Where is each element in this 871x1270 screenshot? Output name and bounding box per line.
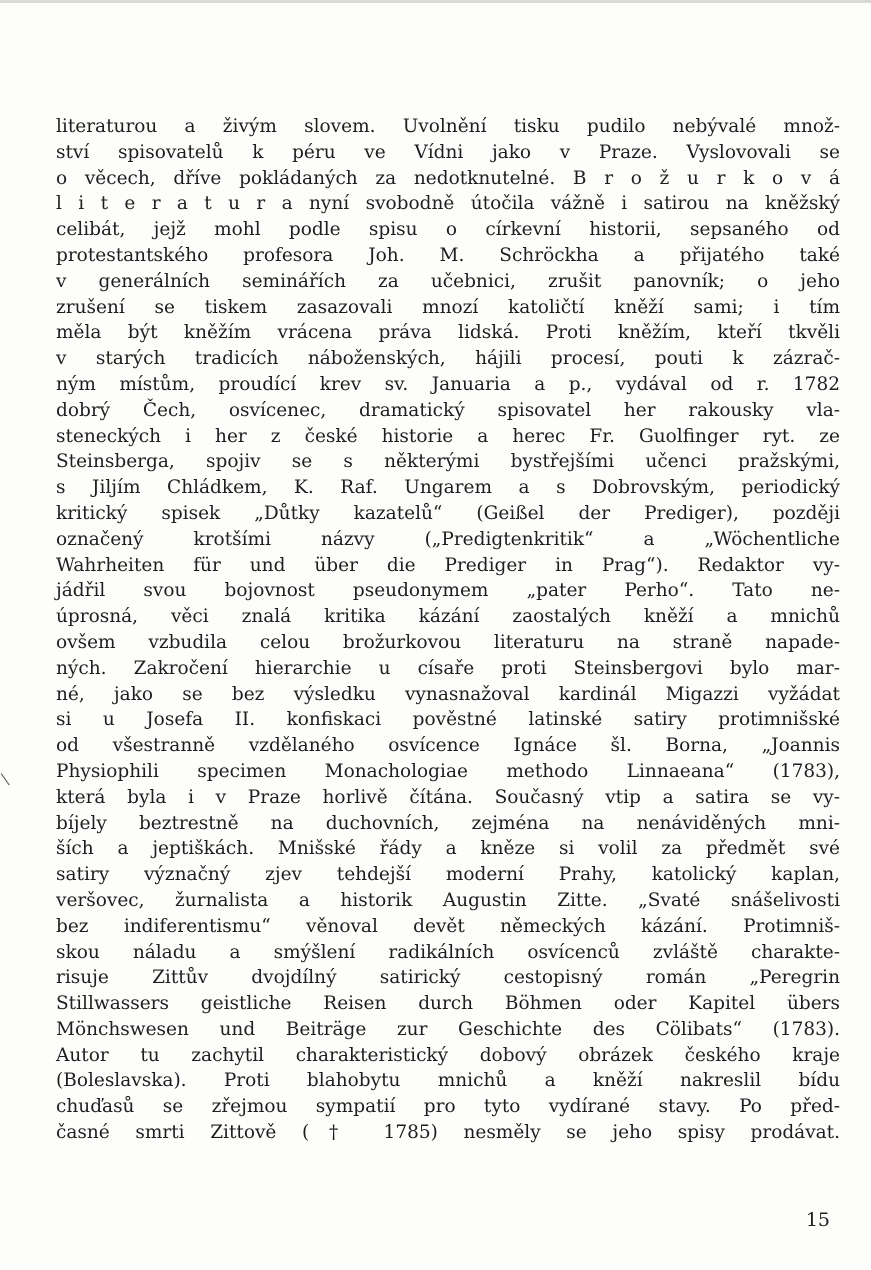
text-line: Steinsberga, spojiv se s některými bystřejšími učenci pražskými, (56, 451, 840, 473)
text-line: ství spisovatelů k péru ve Vídni jako v Praze. Vyslovovali se (56, 141, 840, 163)
body-text (56, 114, 840, 1146)
text-line: literaturou a živým slovem. Uvolnění tisku pudilo nebývalé množ- (56, 116, 840, 137)
text-line: od všestranně vzdělaného osvícence Ignáce šl. Borna, „Joannis (56, 735, 840, 757)
text-line: veršovec, žurnalista a historik Augustin Zitte. „Svaté snášelivosti (56, 889, 840, 911)
text-line: Autor tu zachytil charakteristický dobový obrázek českého kraje (56, 1044, 840, 1066)
text-line: steneckých i her z české historie a herec Fr. Guolfinger ryt. ze (56, 425, 840, 447)
text-line: označený krotšími názvy („Predigtenkritik“ a „Wöchentliche (56, 528, 840, 550)
text-line: zrušení se tiskem zasazovali mnozí katoličtí kněží sami; i tím (56, 296, 840, 318)
text-line: jádřil svou bojovnost pseudonymem „pater Perho“. Tato ne- (56, 580, 840, 602)
text-line: ovšem vzbudila celou brožurkovou literaturu na straně napade- (56, 631, 840, 653)
text-line: l i t e r a t u r a nyní svobodně útočila vážně i satirou na kněžský (56, 193, 840, 215)
text-line: Stillwassers geistliche Reisen durch Böhmen oder Kapitel übers (56, 993, 840, 1015)
text-line: časné smrti Zittově († 1785) nesměly se jeho spisy prodávat. (56, 1122, 840, 1144)
page-number: 15 (805, 1209, 830, 1231)
text-line: ným místům, proudící krev sv. Januaria a p., vydával od r. 1782 (56, 373, 840, 395)
text-line: Physiophili specimen Monachologiae methodo Linnaeana“ (1783), (56, 760, 840, 782)
text-line: Wahrheiten für und über die Prediger in Prag“). Redaktor vy- (56, 554, 840, 576)
text-line: chuďasů se zřejmou sympatií pro tyto vydírané stavy. Po před- (56, 1096, 840, 1118)
text-line: úprosná, věci znalá kritika kázání zaostalých kněží a mnichů (56, 606, 840, 628)
text-line: ších a jeptiškách. Mnišské řády a kněze si volil za předmět své (56, 838, 840, 860)
text-line: o věcech, dříve pokládaných za nedotknutelné. B r o ž u r k o v á (56, 167, 840, 189)
text-line: né, jako se bez výsledku vynasnažoval kardinál Migazzi vyžádat (56, 683, 840, 705)
text-line: ných. Zakročení hierarchie u císaře proti Steinsbergovi bylo mar- (56, 657, 840, 679)
text-line: risuje Zittův dvojdílný satirický cestopisný román „Peregrin (56, 967, 840, 989)
text-line: v generálních seminářích za učebnici, zrušit panovník; o jeho (56, 270, 840, 292)
text-line: celibát, jejž mohl podle spisu o církevní historii, sepsaného od (56, 219, 840, 241)
text-line: kritický spisek „Důtky kazatelů“ (Geißel der Prediger), později (56, 502, 840, 524)
text-line: měla být kněžím vrácena práva lidská. Proti kněžím, kteří tkvěli (56, 322, 840, 344)
text-line: dobrý Čech, osvícenec, dramatický spisovatel her rakousky vla- (56, 399, 840, 421)
text-line: která byla i v Praze horlivě čítána. Současný vtip a satira se vy- (56, 786, 840, 808)
text-line: bíjely beztrestně na duchovních, zejména na nenáviděných mni- (56, 812, 840, 834)
text-line: (Boleslavska). Proti blahobytu mnichů a kněží nakreslil bídu (56, 1070, 840, 1092)
text-line: protestantského profesora Joh. M. Schröckha a přijatého také (56, 244, 840, 266)
text-line: bez indiferentismu“ věnoval devět německých kázání. Protimniš- (56, 915, 840, 937)
text-line: Mönchswesen und Beiträge zur Geschichte des Cölibats“ (1783). (56, 1018, 840, 1040)
margin-mark (1, 769, 16, 786)
text-line: satiry význačný zjev tehdejší moderní Prahy, katolický kaplan, (56, 864, 840, 886)
text-line: s Jiljím Chládkem, K. Raf. Ungarem a s Dobrovským, periodický (56, 477, 840, 499)
scan-edge (0, 0, 871, 3)
text-line: v starých tradicích náboženských, hájili procesí, pouti k zázrač- (56, 348, 840, 370)
text-line: skou náladu a smýšlení radikálních osvícenců zvláště charakte- (56, 941, 840, 963)
text-line: si u Josefa II. konfiskaci pověstné latinské satiry protimnišské (56, 709, 840, 731)
